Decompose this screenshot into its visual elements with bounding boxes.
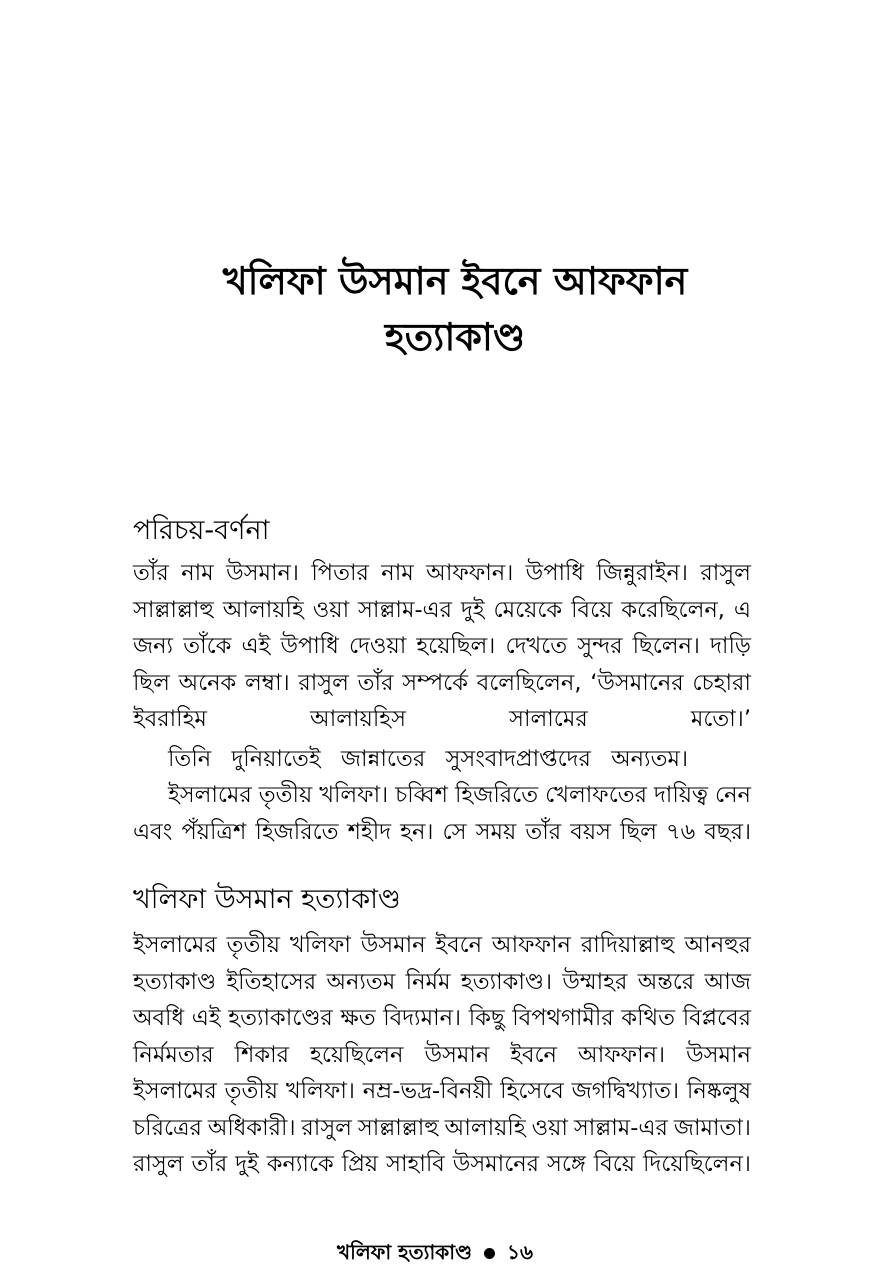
word: খলিফা। (285, 1078, 355, 1104)
word: তাঁর (191, 1151, 228, 1177)
word: অবধি (133, 1005, 185, 1031)
word: রাসুল (700, 560, 751, 586)
word: সাল্লাম-এর (573, 1114, 668, 1141)
word: হত্যাকাণ্ড (133, 968, 217, 995)
word: বিপথগামীর (512, 1005, 614, 1031)
text-line (133, 927, 751, 964)
word: বিয়ে (593, 1151, 636, 1177)
word: রাসুল (133, 1151, 184, 1177)
word: আফফান। (577, 1041, 666, 1068)
text-line (133, 555, 751, 592)
word: উসমানের (452, 1151, 540, 1177)
word: জন্য (133, 633, 174, 659)
word: অনেক (178, 669, 237, 696)
word: আফফান (491, 932, 571, 958)
word: রাসুল (298, 669, 349, 696)
word: হত্যাকাণ্ডের (228, 1005, 333, 1031)
word: হত্যাকাণ্ড। (460, 968, 553, 995)
word: তৃতীয় (226, 932, 281, 958)
text-line (133, 628, 751, 665)
word: অন্যতম (326, 968, 396, 995)
word: খেলাফতের (545, 782, 647, 808)
text-line (133, 1110, 751, 1147)
word: মেয়েকে (493, 596, 563, 623)
text-line (133, 964, 751, 1001)
word: নাম (181, 560, 214, 586)
word: সাল্লাল্লাহু (357, 1114, 439, 1141)
word: নিষ্কলুষ (686, 1078, 751, 1104)
word: রাসুল (301, 1114, 352, 1141)
word: শিকার (234, 1041, 290, 1068)
word: জামাতা। (673, 1114, 751, 1141)
bullet-separator (484, 1248, 495, 1259)
word: দাড়ি (710, 633, 751, 659)
word: আনহুর (684, 932, 751, 958)
chapter-title-line-2: হত্যাকাণ্ড (384, 315, 526, 359)
word: কথিত (621, 1005, 676, 1031)
word: রাদিয়াল্লাহু (580, 932, 675, 958)
text-line (133, 665, 751, 702)
word: ইবনে (435, 932, 483, 958)
word: বিদ্যমান। (383, 1005, 462, 1031)
word: ইসলামের (168, 782, 252, 808)
word: দেখতে (505, 633, 568, 659)
word: নাম (381, 560, 414, 586)
word: প্রিয় (341, 1151, 379, 1177)
word: উপাধি (280, 633, 339, 659)
text-line (133, 592, 751, 629)
word: সাল্লাল্লাহু (133, 596, 214, 623)
word: চরিত্রের (133, 1114, 202, 1141)
word: কিছু (468, 1005, 505, 1031)
word: উসমান (686, 1041, 751, 1068)
word: উসমান (360, 932, 426, 958)
word: সাহাবি (386, 1151, 445, 1177)
word: এই (241, 633, 271, 659)
word: ইসলামের (133, 1078, 217, 1104)
word: লম্বা। (245, 669, 290, 696)
word: ইবনে (510, 1041, 557, 1068)
word: ইসলামের (133, 932, 217, 958)
word: দায়িত্ব (653, 782, 709, 808)
word: আলায়হি (444, 1114, 526, 1141)
word: অধিকারী। (207, 1114, 296, 1141)
word: নম্র-ভদ্র-বিনয়ী (362, 1078, 493, 1104)
word: দিয়েছিলেন। (643, 1151, 751, 1177)
word: ছিলেন। (632, 633, 700, 659)
text-line (133, 1073, 751, 1110)
word: আজ (704, 968, 751, 995)
text-line: এবং পঁয়ত্রিশ হিজরিতে শহীদ হন। সে সময় তাঁর বয়স ছিল ৭৬ বছর। (133, 818, 751, 845)
word: আফফান। (426, 560, 514, 586)
word: দুই (235, 1151, 259, 1177)
section-heading-introduction: পরিচয়-বর্ণনা (133, 515, 270, 546)
page-number: ১৬ (506, 1240, 533, 1264)
word: হয়েছিল। (416, 633, 496, 659)
word: খলিফা। (319, 782, 389, 808)
word: উসমান। (226, 560, 299, 586)
word: নেন (714, 782, 751, 808)
word: বলেছিলেন, (476, 669, 582, 696)
word: সাল্লাম-এর (358, 596, 453, 623)
word: ওয়া (312, 596, 350, 623)
word: হিসেবে (500, 1078, 564, 1104)
word: উম্মাহর (562, 968, 628, 995)
word: উপাধি (525, 560, 585, 586)
word: নির্মমতার (133, 1041, 214, 1068)
word: ইতিহাসের (226, 968, 317, 995)
word: দেওয়া (348, 633, 407, 659)
text-line: ইবরাহিম আলায়হিস সালামের মতো।’ (133, 706, 751, 732)
word: খলিফা (289, 932, 351, 958)
word: তাঁর (133, 560, 169, 586)
word: এ (733, 596, 751, 623)
word: চব্বিশ (395, 782, 448, 808)
word: বিয়ে (571, 596, 613, 623)
word: ছিল (133, 669, 170, 696)
word: জিন্নুরাইন। (596, 560, 688, 586)
word: আলায়হি (222, 596, 304, 623)
word: তৃতীয় (224, 1078, 279, 1104)
word: উসমান (424, 1041, 490, 1068)
text-line (133, 1146, 751, 1183)
text-line (133, 1037, 751, 1074)
text-line (133, 777, 751, 814)
paragraph-assassination (133, 927, 751, 1183)
word: জগদ্বিখ্যাত। (571, 1078, 680, 1104)
word: হিজরিতে (454, 782, 539, 808)
text-line: তিনি দুনিয়াতেই জান্নাতের সুসংবাদপ্রাপ্তদের অন্যতম। (168, 746, 688, 772)
paragraph-introduction (133, 555, 751, 738)
word: ওয়া (531, 1114, 568, 1141)
word: নির্মম (405, 968, 451, 995)
page-footer (0, 1238, 870, 1271)
word: ‘উসমানের (590, 669, 684, 696)
word: পিতার (311, 560, 369, 586)
word: অন্তরে (637, 968, 695, 995)
word: করেছিলেন, (621, 596, 725, 623)
word: ক্ষত (340, 1005, 376, 1031)
word: তাঁকে (183, 633, 232, 659)
chapter-title-line-1: খলিফা উসমান ইবনে আফফান (222, 259, 688, 303)
text-line (133, 1000, 751, 1037)
word: এই (191, 1005, 221, 1031)
word: বিপ্লবের (682, 1005, 751, 1031)
word: সঙ্গে (547, 1151, 586, 1177)
word: হয়েছিলেন (310, 1041, 404, 1068)
running-title: খলিফা হত্যাকাণ্ড (337, 1240, 473, 1264)
word: চেহারা (692, 669, 751, 696)
section-heading-assassination: খলিফা উসমান হত্যাকাণ্ড (133, 884, 401, 915)
paragraph-caliphate (133, 777, 751, 850)
word: তাঁর (357, 669, 394, 696)
word: সুন্দর (577, 633, 623, 659)
word: তৃতীয় (258, 782, 313, 808)
word: সম্পর্কে (402, 669, 468, 696)
word: কন্যাকে (266, 1151, 334, 1177)
word: দুই (461, 596, 485, 623)
paragraph-paradise-tidings (168, 741, 688, 778)
